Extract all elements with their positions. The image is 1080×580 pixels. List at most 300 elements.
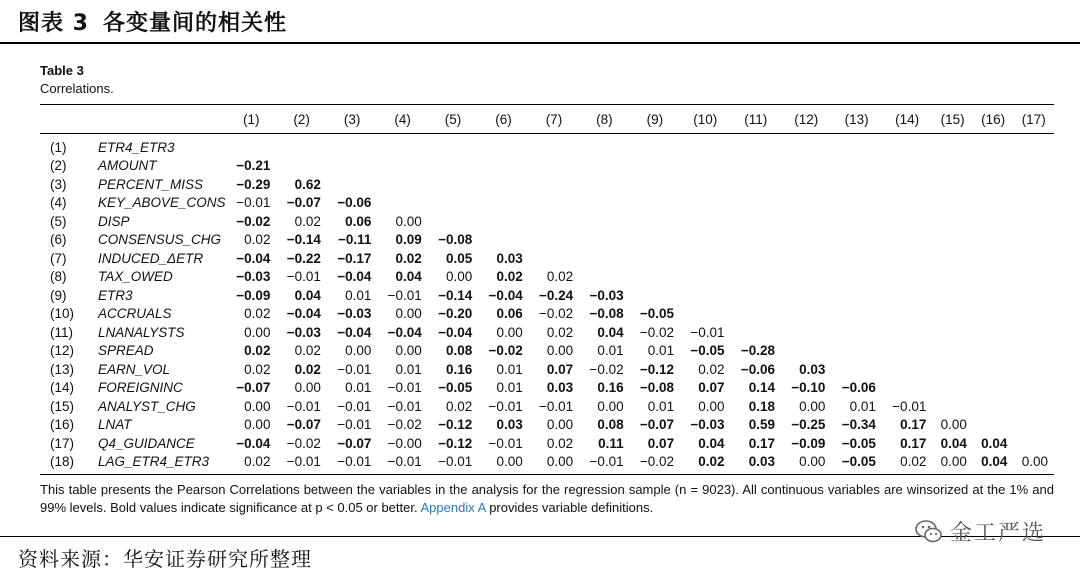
table-block [40,62,1054,517]
correlation-value: 0.02 [395,250,422,266]
empty-cell [529,134,579,157]
empty-cell [1013,305,1054,324]
empty-cell [882,194,932,213]
empty-cell [731,323,781,342]
correlation-value: −0.07 [639,417,675,433]
source-note: 资料来源：华安证券研究所整理 [18,547,312,571]
row-number: (18) [50,454,75,470]
empty-cell [973,194,1014,213]
correlation-value: −0.04 [286,306,321,322]
row-number: (12) [50,343,75,359]
empty-cell [731,249,781,268]
table-row [40,342,1054,361]
variable-name: ANALYST_CHG [98,398,196,414]
correlation-value: −0.06 [841,380,876,396]
correlation-value: 0.02 [546,435,574,451]
correlation-value: −0.29 [236,176,271,192]
empty-cell [882,268,932,287]
empty-cell [630,157,680,176]
correlation-value: 0.07 [546,361,574,377]
empty-cell [831,360,881,379]
correlation-value: −0.03 [286,324,321,340]
correlation-value: −0.05 [639,306,675,322]
correlation-value: −0.21 [236,158,271,174]
variable-name: ETR3 [98,287,133,303]
table-row [40,268,1054,287]
row-number: (14) [50,380,75,396]
correlation-value: −0.08 [639,380,675,396]
variable-name: PERCENT_MISS [98,176,204,192]
empty-cell [680,268,730,287]
header-rule [0,42,1080,44]
empty-cell [226,134,276,157]
column-header: (5) [444,111,462,127]
correlation-value: 0.00 [546,454,574,470]
correlation-value: −0.01 [892,398,927,414]
correlation-value: −0.03 [236,269,271,285]
empty-cell [973,231,1014,250]
correlation-value: 0.00 [546,417,574,433]
empty-cell [1013,379,1054,398]
empty-cell [831,249,881,268]
correlation-value: −0.04 [236,250,271,266]
correlation-value: −0.05 [438,380,473,396]
empty-cell [478,194,528,213]
table-row [40,249,1054,268]
correlation-value: −0.11 [337,232,372,248]
empty-cell [680,157,730,176]
table-row [40,397,1054,416]
empty-cell [781,268,831,287]
empty-cell [529,231,579,250]
header-blank-name [98,105,226,134]
empty-cell [731,194,781,213]
correlation-value: 0.08 [445,343,473,359]
correlation-value: 0.07 [698,380,725,396]
row-number: (15) [50,398,75,414]
correlation-value: 0.03 [496,250,523,266]
empty-cell [781,134,831,157]
column-header: (9) [646,111,664,127]
column-header: (10) [693,111,718,127]
table-number: Table 3 [40,63,84,78]
correlation-value: 0.02 [445,398,473,414]
appendix-link[interactable]: Appendix A [420,500,486,515]
empty-cell [731,286,781,305]
empty-cell [932,231,973,250]
column-header: (13) [844,111,869,127]
empty-cell [831,134,881,157]
table-header-row [40,105,1054,134]
correlation-value: −0.01 [387,380,422,396]
table-body [40,134,1054,475]
empty-cell [478,157,528,176]
correlation-value: 0.01 [647,398,675,414]
empty-cell [831,286,881,305]
empty-cell [932,323,973,342]
empty-cell [882,379,932,398]
column-header: (2) [293,111,310,127]
correlation-value: 0.04 [940,435,967,451]
empty-cell [478,134,528,157]
correlation-value: −0.09 [791,435,826,451]
correlation-value: −0.12 [438,417,473,433]
correlation-value: −0.02 [236,213,271,229]
correlation-value: −0.03 [589,287,624,303]
correlation-value: 0.02 [294,213,321,229]
correlation-table [40,104,1054,475]
empty-cell [973,360,1014,379]
empty-cell [882,360,932,379]
variable-name: LNAT [98,417,132,433]
empty-cell [377,194,427,213]
empty-cell [1013,175,1054,194]
correlation-value: 0.06 [345,213,372,229]
correlation-value: −0.01 [337,417,372,433]
correlation-value: 0.00 [244,417,271,433]
empty-cell [529,175,579,194]
correlation-value: 0.01 [597,343,624,359]
correlation-value: −0.05 [841,454,876,470]
correlation-value: −0.01 [337,361,372,377]
table-row [40,305,1054,324]
correlation-value: −0.01 [387,287,422,303]
column-header: (1) [242,111,260,127]
row-number: (5) [50,213,67,229]
correlation-value: 0.00 [395,213,422,229]
correlation-value: −0.28 [740,343,775,359]
correlation-value: 0.00 [445,269,473,285]
correlation-value: 0.16 [597,380,624,396]
correlation-value: 0.00 [244,398,271,414]
column-header: (11) [744,111,768,127]
correlation-value: 0.00 [244,324,271,340]
empty-cell [1013,268,1054,287]
correlation-value: −0.04 [337,324,372,340]
empty-cell [781,157,831,176]
correlation-value: 0.00 [546,343,574,359]
empty-cell [973,397,1014,416]
correlation-value: −0.05 [841,435,876,451]
empty-cell [973,416,1014,435]
empty-cell [529,194,579,213]
empty-cell [1013,249,1054,268]
empty-cell [1013,157,1054,176]
empty-cell [1013,360,1054,379]
correlation-value: 0.04 [395,269,422,285]
correlation-value: 0.03 [546,380,574,396]
correlation-value: −0.04 [438,324,473,340]
table-row [40,157,1054,176]
empty-cell [932,379,973,398]
empty-cell [973,157,1014,176]
correlation-value: −0.04 [236,435,271,451]
correlation-value: −0.00 [387,435,422,451]
correlation-value: 0.03 [799,361,826,377]
empty-cell [831,194,881,213]
correlation-value: 0.17 [748,435,775,451]
empty-cell [932,268,973,287]
empty-cell [973,286,1014,305]
correlation-value: 0.62 [294,176,321,192]
row-number: (16) [50,417,75,433]
correlation-value: 0.03 [748,454,775,470]
correlation-value: −0.04 [488,287,523,303]
empty-cell [831,268,881,287]
correlation-value: −0.01 [438,454,473,470]
table-caption [40,62,1054,98]
correlation-value: 0.00 [698,398,725,414]
correlation-value: 0.01 [647,343,675,359]
empty-cell [973,134,1014,157]
correlation-value: 0.02 [244,361,271,377]
empty-cell [579,249,629,268]
empty-cell [630,134,680,157]
empty-cell [932,175,973,194]
correlation-value: 0.06 [496,306,523,322]
empty-cell [680,212,730,231]
empty-cell [973,379,1014,398]
table-row [40,194,1054,213]
correlation-value: 0.00 [345,343,372,359]
correlation-value: 0.00 [294,380,321,396]
empty-cell [882,212,932,231]
empty-cell [781,249,831,268]
empty-cell [327,134,377,157]
empty-cell [882,342,932,361]
correlation-value: −0.34 [841,417,876,433]
empty-cell [630,286,680,305]
empty-cell [680,249,730,268]
correlation-value: −0.25 [791,417,826,433]
correlation-value: −0.09 [236,287,271,303]
column-header: (4) [394,111,411,127]
correlation-value: 0.00 [597,398,624,414]
variable-name: ACCRUALS [98,306,172,322]
empty-cell [781,342,831,361]
empty-cell [932,360,973,379]
empty-cell [781,175,831,194]
correlation-value: 0.04 [294,287,321,303]
row-number: (2) [50,158,67,174]
empty-cell [1013,134,1054,157]
empty-cell [276,134,326,157]
correlation-value: 0.02 [294,361,321,377]
variable-name: AMOUNT [98,158,157,174]
correlation-value: −0.01 [387,454,422,470]
correlation-value: −0.01 [539,398,574,414]
column-header: (15) [940,111,965,127]
empty-cell [973,305,1014,324]
correlation-value: −0.01 [690,324,725,340]
correlation-value: 0.00 [496,454,523,470]
empty-cell [781,212,831,231]
table-row [40,175,1054,194]
watermark [914,516,1046,547]
correlation-value: −0.02 [286,435,321,451]
empty-cell [1013,323,1054,342]
column-header: (6) [495,111,512,127]
empty-cell [630,175,680,194]
empty-cell [882,286,932,305]
empty-cell [428,175,478,194]
correlation-value: −0.07 [337,435,372,451]
table-row [40,212,1054,231]
empty-cell [932,194,973,213]
empty-cell [932,286,973,305]
empty-cell [731,157,781,176]
empty-cell [882,157,932,176]
table-row [40,323,1054,342]
column-header: (7) [545,111,563,127]
empty-cell [781,231,831,250]
correlation-value: 0.01 [496,380,523,396]
row-number: (1) [50,139,67,155]
correlation-value: 0.00 [799,454,826,470]
table-row [40,231,1054,250]
correlation-value: 0.02 [294,343,321,359]
empty-cell [579,268,629,287]
correlation-value: −0.10 [791,380,826,396]
table-row [40,360,1054,379]
empty-cell [932,212,973,231]
row-number: (6) [50,232,67,248]
correlation-value: 0.00 [496,324,523,340]
correlation-value: −0.20 [438,306,473,322]
wechat-icon [914,517,944,547]
variable-name: KEY_ABOVE_CONS [98,195,226,211]
correlation-value: 0.02 [496,269,523,285]
table-row [40,434,1054,453]
empty-cell [882,305,932,324]
empty-cell [831,231,881,250]
empty-cell [428,157,478,176]
empty-cell [731,212,781,231]
empty-cell [831,342,881,361]
correlation-value: 0.05 [445,250,473,266]
correlation-value: 0.01 [849,398,876,414]
empty-cell [579,231,629,250]
empty-cell [630,249,680,268]
figure-title: 各变量间的相关性 [102,10,287,36]
empty-cell [831,212,881,231]
header-blank-num [40,105,98,134]
correlation-value: 0.02 [244,306,271,322]
empty-cell [276,157,326,176]
empty-cell [932,249,973,268]
row-number: (17) [50,435,75,451]
correlation-value: −0.01 [236,195,271,211]
empty-cell [932,397,973,416]
empty-cell [1013,212,1054,231]
correlation-value: 0.02 [244,343,271,359]
correlation-value: 0.18 [748,398,775,414]
correlation-value: 0.00 [940,417,967,433]
correlation-value: −0.02 [387,417,422,433]
correlation-value: 0.02 [900,454,927,470]
correlation-value: 0.02 [546,269,574,285]
correlation-value: −0.08 [438,232,473,248]
empty-cell [882,175,932,194]
correlation-value: −0.02 [589,361,624,377]
correlation-value: −0.01 [337,454,372,470]
correlation-value: −0.01 [286,454,321,470]
variable-name: FOREIGNINC [98,380,183,396]
correlation-value: −0.14 [438,287,473,303]
empty-cell [478,231,528,250]
empty-cell [1013,286,1054,305]
empty-cell [781,194,831,213]
empty-cell [932,342,973,361]
correlation-value: 0.09 [395,232,422,248]
correlation-value: −0.02 [639,324,675,340]
empty-cell [932,305,973,324]
correlation-value: 0.02 [546,324,574,340]
correlation-value: 0.04 [981,435,1008,451]
empty-cell [932,134,973,157]
correlation-value: 0.00 [1021,454,1048,470]
correlation-value: 0.00 [395,343,422,359]
empty-cell [529,249,579,268]
table-row [40,379,1054,398]
empty-cell [831,305,881,324]
correlation-value: 0.04 [597,324,624,340]
correlation-value: −0.01 [589,454,624,470]
empty-cell [973,249,1014,268]
correlation-value: 0.01 [345,380,372,396]
column-header: (8) [596,111,613,127]
empty-cell [882,134,932,157]
empty-cell [781,286,831,305]
correlation-value: −0.07 [286,195,321,211]
correlation-value: −0.14 [286,232,321,248]
empty-cell [1013,342,1054,361]
empty-cell [680,231,730,250]
empty-cell [428,134,478,157]
empty-cell [882,323,932,342]
correlation-value: 0.01 [345,287,372,303]
correlation-value: −0.12 [639,361,675,377]
correlation-value: −0.03 [337,306,372,322]
empty-cell [731,268,781,287]
variable-name: EARN_VOL [98,361,171,377]
empty-cell [579,157,629,176]
empty-cell [1013,416,1054,435]
empty-cell [973,268,1014,287]
variable-name: TAX_OWED [98,269,173,285]
table-row [40,134,1054,157]
correlation-value: −0.05 [690,343,725,359]
correlation-value: 0.00 [395,306,422,322]
empty-cell [327,157,377,176]
correlation-value: 0.01 [496,361,523,377]
empty-cell [630,194,680,213]
correlation-value: 0.02 [244,454,271,470]
correlation-value: −0.07 [286,417,321,433]
empty-cell [680,286,730,305]
empty-cell [377,175,427,194]
empty-cell [831,157,881,176]
correlation-value: 0.02 [698,454,725,470]
correlation-value: 0.07 [647,435,675,451]
empty-cell [579,212,629,231]
table-row [40,453,1054,475]
table-row [40,416,1054,435]
variable-name: INDUCED_ΔETR [98,250,204,266]
correlation-value: 0.04 [698,435,725,451]
empty-cell [1013,434,1054,453]
empty-cell [680,134,730,157]
